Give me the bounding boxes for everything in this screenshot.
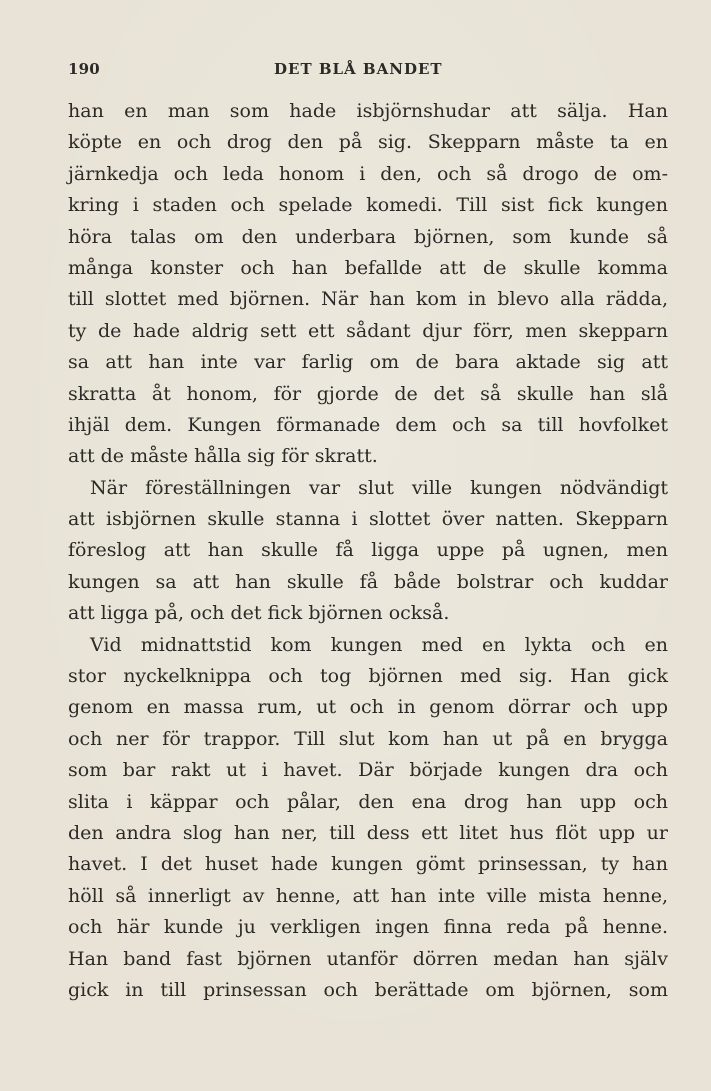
text-line: och ner för trappor. Till slut kom han ut på en brygga [68,727,668,750]
text-line: att ligga på, och det fick björnen också. [68,602,450,625]
text-line: många konster och han befallde att de skulle komma [68,256,668,279]
text-line: Vid midnattstid kom kungen med en lykta och en [90,633,668,656]
text-line: kring i staden och spelade komedi. Till sist fick kungen [68,194,668,217]
text-line: ihjäl dem. Kungen förmanade dem och sa till hovfolket [68,413,668,436]
running-title: DET BLÅ BANDET [274,60,443,78]
text-line: den andra slog han ner, till dess ett litet hus flöt upp ur [68,821,668,844]
text-line: havet. I det huset hade kungen gömt prinsessan, ty han [68,853,668,876]
text-line: köpte en och drog den på sig. Skepparn måste ta en [68,131,668,154]
text-line: slita i käppar och pålar, den ena drog han upp och [68,790,668,813]
text-line: och här kunde ju verkligen ingen finna reda på henne. [68,916,668,939]
page-number: 190 [68,60,100,78]
text-line: genom en massa rum, ut och in genom dörrar och upp [68,696,668,719]
text-line: sa att han inte var farlig om de bara aktade sig att [68,351,668,374]
body-text [68,96,668,1006]
text-line: skratta åt honom, för gjorde de det så skulle han slå [68,382,668,405]
text-line: att isbjörnen skulle stanna i slottet över natten. Skepparn [68,508,668,531]
text-line: som bar rakt ut i havet. Där började kungen dra och [68,759,668,782]
text-line: ty de hade aldrig sett ett sådant djur förr, men skepparn [68,319,668,342]
text-line: När föreställningen var slut ville kungen nödvändigt [90,476,668,499]
text-line: föreslog att han skulle få ligga uppe på ugnen, men [68,539,668,562]
text-line: Han band fast björnen utanför dörren medan han själv [68,947,668,970]
text-line: järnkedja och leda honom i den, och så drogo de om- [68,162,668,185]
text-line: höll så innerligt av henne, att han inte ville mista henne, [68,884,668,907]
page-header [68,60,669,86]
text-line: att de måste hålla sig för skratt. [68,445,378,468]
text-line: stor nyckelknippa och tog björnen med sig. Han gick [68,665,668,688]
text-line: kungen sa att han skulle få både bolstrar och kuddar [68,570,668,593]
text-line: till slottet med björnen. När han kom in blevo alla rädda, [68,288,668,311]
text-line: han en man som hade isbjörnshudar att sälja. Han [68,100,668,122]
text-line: gick in till prinsessan och berättade om björnen, som [68,978,668,1001]
text-line: höra talas om den underbara björnen, som kunde så [68,225,668,248]
